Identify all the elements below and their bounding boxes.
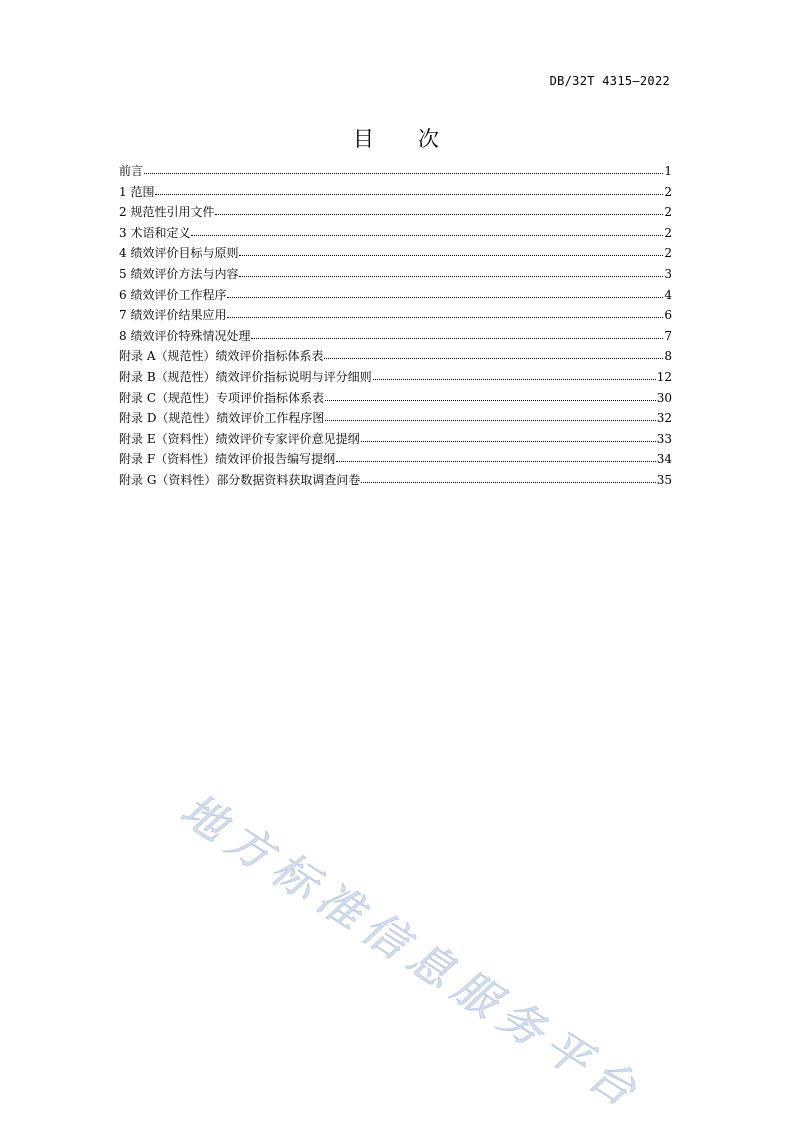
toc-item-page: 2 <box>664 225 672 240</box>
toc-leader-dots <box>325 390 656 402</box>
toc-leader-dots <box>239 266 663 278</box>
toc-item-scope[interactable] <box>119 182 672 203</box>
toc-leader-dots <box>227 307 663 319</box>
toc-leader-dots <box>361 472 655 484</box>
toc-title-left: 目 <box>353 127 374 151</box>
toc-list <box>119 161 672 491</box>
toc-item-page: 8 <box>664 349 672 364</box>
toc-leader-dots <box>155 184 663 196</box>
toc-item-label: 8 绩效评价特殊情况处理 <box>119 328 251 343</box>
toc-item-page: 34 <box>656 452 672 467</box>
toc-item-foreword[interactable] <box>119 161 672 182</box>
toc-item-label: 附录 B（规范性）绩效评价指标说明与评分细则 <box>119 369 372 384</box>
toc-item-label: 前言 <box>119 164 144 178</box>
toc-item-page: 4 <box>664 287 672 302</box>
toc-leader-dots <box>361 431 656 443</box>
toc-item-label: 3 术语和定义 <box>119 225 191 240</box>
toc-leader-dots <box>373 369 656 381</box>
toc-title-right: 次 <box>418 127 439 151</box>
toc-item-page: 30 <box>656 390 672 405</box>
toc-item-label: 2 规范性引用文件 <box>119 205 215 220</box>
document-code: DB/32T 4315—2022 <box>549 74 670 88</box>
toc-item-page: 2 <box>664 205 672 220</box>
toc-item-page: 33 <box>656 431 672 446</box>
toc-item-special-cases[interactable] <box>119 326 672 347</box>
toc-item-page: 3 <box>664 266 672 281</box>
toc-item-appendix-e[interactable] <box>119 429 672 450</box>
toc-leader-dots <box>227 287 663 299</box>
toc-item-label: 附录 F（资料性）绩效评价报告编写提纲 <box>119 452 336 467</box>
toc-item-page: 6 <box>664 308 672 323</box>
toc-item-page: 2 <box>664 184 672 199</box>
toc-item-label: 附录 G（资料性）部分数据资料获取调查问卷 <box>119 472 361 487</box>
toc-item-label: 附录 D（规范性）绩效评价工作程序图 <box>119 411 325 426</box>
toc-item-label: 1 范围 <box>119 184 155 199</box>
toc-leader-dots <box>215 204 663 216</box>
toc-item-label: 附录 C（规范性）专项评价指标体系表 <box>119 390 324 405</box>
toc-item-appendix-a[interactable] <box>119 346 672 367</box>
toc-item-work-procedure[interactable] <box>119 285 672 306</box>
toc-item-label: 7 绩效评价结果应用 <box>119 308 227 323</box>
toc-item-page: 12 <box>656 369 672 384</box>
toc-item-appendix-g[interactable] <box>119 470 672 491</box>
toc-item-page: 1 <box>664 164 672 178</box>
toc-item-goals-principles[interactable] <box>119 243 672 264</box>
toc-item-label: 附录 A（规范性）绩效评价指标体系表 <box>119 349 324 364</box>
toc-item-label: 5 绩效评价方法与内容 <box>119 266 239 281</box>
toc-item-appendix-d[interactable] <box>119 408 672 429</box>
toc-leader-dots <box>336 451 656 463</box>
toc-item-terms-definitions[interactable] <box>119 223 672 244</box>
toc-leader-dots <box>325 410 655 422</box>
toc-item-label: 6 绩效评价工作程序 <box>119 287 227 302</box>
toc-item-appendix-f[interactable] <box>119 449 672 470</box>
toc-item-page: 35 <box>656 472 672 487</box>
toc-leader-dots <box>239 245 663 257</box>
toc-item-page: 32 <box>656 411 672 426</box>
toc-leader-dots <box>191 225 663 237</box>
toc-item-page: 7 <box>664 328 672 343</box>
toc-item-results-application[interactable] <box>119 305 672 326</box>
toc-leader-dots <box>324 348 663 360</box>
toc-item-page: 2 <box>664 246 672 261</box>
toc-item-appendix-c[interactable] <box>119 388 672 409</box>
toc-item-label: 附录 E（资料性）绩效评价专家评价意见提纲 <box>119 431 360 446</box>
toc-item-appendix-b[interactable] <box>119 367 672 388</box>
toc-item-methods-content[interactable] <box>119 264 672 285</box>
toc-leader-dots <box>251 328 663 340</box>
toc-leader-dots <box>144 163 663 175</box>
toc-item-normative-references[interactable] <box>119 202 672 223</box>
watermark: 地方标准信息服务平台 <box>171 784 653 1122</box>
toc-title <box>0 123 792 153</box>
toc-item-label: 4 绩效评价目标与原则 <box>119 246 239 261</box>
